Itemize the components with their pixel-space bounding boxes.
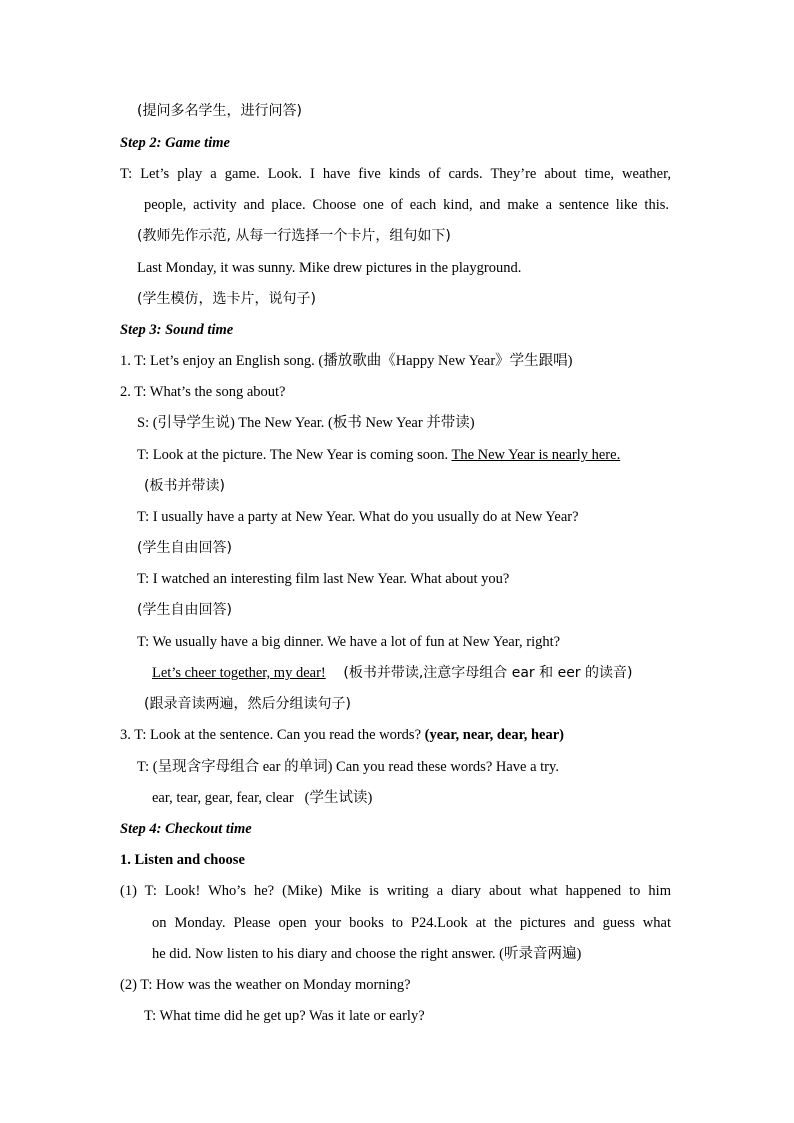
text-line-song-about: 2. T: What’s the song about? [120, 384, 286, 400]
note-ear-eer: (板书并带读,注意字母组合 ear 和 eer 的读音) [343, 665, 633, 681]
text-line-read-words [120, 725, 564, 745]
note-board-read: (板书并带读) [144, 478, 225, 494]
text-line-party: T: I usually have a party at New Year. What do you usually do at New Year? [137, 509, 579, 525]
note-free-answer-2: (学生自由回答) [137, 602, 232, 618]
text-nearly-here-underlined: The New Year is nearly here. [451, 447, 621, 463]
text-line-song: 1. T: Let’s enjoy an English song. (播放歌曲《Happy New Year》学生跟唱) [120, 353, 573, 369]
heading-step-2: Step 2: Game time [120, 135, 230, 151]
text-look-sentence: 3. T: Look at the sentence. Can you read the words? [120, 727, 422, 743]
text-line-get-up-question: T: What time did he get up? Was it late or early? [144, 1008, 425, 1024]
text-line-example-sentence: Last Monday, it was sunny. Mike drew pictures in the playground. [137, 260, 522, 276]
text-line-ear-words: T: (呈现含字母组合 ear 的单词) Can you read these words? Have a try. [137, 759, 559, 775]
text-line-picture [137, 445, 620, 465]
text-line-dinner: T: We usually have a big dinner. We have a lot of fun at New Year, right? [137, 634, 561, 650]
text-line-new-year: S: (引导学生说) The New Year. (板书 New Year 并带读) [137, 415, 475, 431]
text-line-diary-2: on Monday. Please open your books to P24.Look at the pictures and guess what [152, 915, 671, 931]
text-line-diary-3: he did. Now listen to his diary and choose the right answer. (听录音两遍) [152, 946, 582, 962]
note-students-imitate: (学生模仿，选卡片，说句子) [137, 291, 316, 307]
note-ask-students: (提问多名学生，进行问答) [137, 103, 302, 119]
text-line-diary-1: (1) T: Look! Who’s he? (Mike) Mike is writing a diary about what happened to him [120, 883, 671, 899]
text-line-word-list: ear, tear, gear, fear, clear (学生试读) [152, 790, 373, 806]
heading-step-4: Step 4: Checkout time [120, 821, 252, 837]
subheading-listen-choose: 1. Listen and choose [120, 852, 245, 868]
text-line-cheer [152, 663, 632, 683]
text-line-game-2: people, activity and place. Choose one of each kind, and make a sentence like this. [144, 197, 669, 213]
text-cheer-underlined: Let’s cheer together, my dear! [152, 665, 326, 681]
text-line-film: T: I watched an interesting film last New Year. What about you? [137, 571, 510, 587]
heading-step-3: Step 3: Sound time [120, 322, 234, 338]
text-picture-coming: T: Look at the picture. The New Year is coming soon. [137, 447, 449, 463]
text-line-weather-question: (2) T: How was the weather on Monday morning? [120, 977, 411, 993]
text-line-game-1: T: Let’s play a game. Look. I have five kinds of cards. They’re about time, weather, [120, 166, 671, 182]
note-teacher-demo: (教师先作示范, 从每一行选择一个卡片，组句如下) [137, 228, 451, 244]
text-words-bold: (year, near, dear, hear) [424, 727, 564, 743]
note-free-answer-1: (学生自由回答) [137, 540, 232, 556]
note-follow-recording: (跟录音读两遍，然后分组读句子) [144, 696, 351, 712]
